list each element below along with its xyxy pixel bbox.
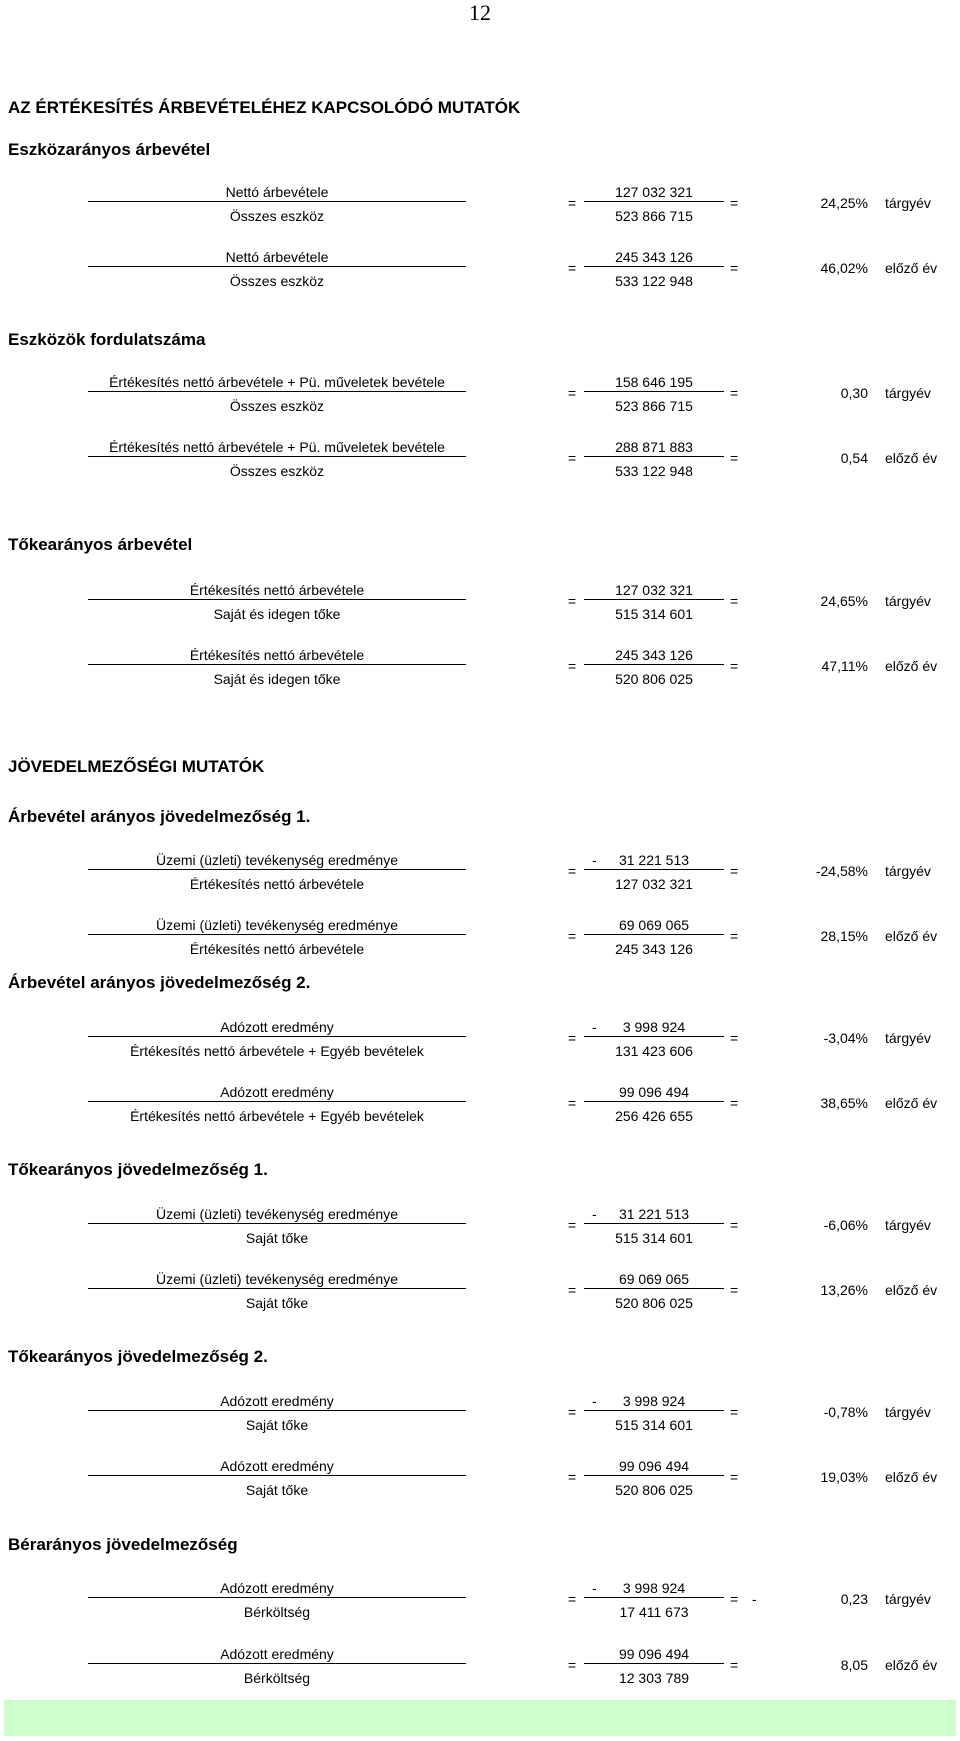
denominator-value: 515 314 601: [615, 1230, 693, 1246]
denominator-value: 256 426 655: [615, 1108, 693, 1124]
section-title: Tőkearányos jövedelmezőség 1.: [8, 1160, 268, 1179]
denominator-value: 515 314 601: [615, 606, 693, 622]
fraction-line: [584, 1597, 724, 1598]
fraction-line: [88, 1475, 466, 1476]
fraction-line: [584, 1036, 724, 1037]
denominator-value: 131 423 606: [615, 1043, 693, 1059]
formula-row: [0, 1454, 960, 1502]
period-label: előző év: [885, 1282, 938, 1298]
result-value: 47,11%: [821, 658, 868, 674]
equals-sign: =: [730, 1657, 739, 1673]
fraction-line: [88, 456, 466, 457]
numerator-value: 127 032 321: [615, 582, 693, 598]
result-value: 24,25%: [820, 195, 868, 211]
formula-row: [0, 848, 960, 896]
fraction-line: [88, 1223, 466, 1224]
equals-sign: =: [730, 1282, 739, 1298]
fraction-line: [584, 664, 724, 665]
denominator-value: 523 866 715: [615, 398, 693, 414]
fraction-line: [584, 201, 724, 202]
fraction-line: [584, 1223, 724, 1224]
period-label: tárgyév: [885, 385, 931, 401]
fraction-line: [88, 934, 466, 935]
equals-sign: =: [730, 1469, 739, 1485]
fraction-line: [584, 391, 724, 392]
numerator-value: 3 998 924: [622, 1580, 686, 1596]
result-value: -6,06%: [823, 1217, 868, 1233]
numerator-value: 99 096 494: [618, 1084, 690, 1100]
minus-sign: -: [592, 1206, 597, 1222]
period-label: előző év: [885, 1469, 938, 1485]
denominator-label: Saját tőke: [245, 1230, 309, 1246]
section-title: Eszközök fordulatszáma: [8, 330, 206, 349]
formula-row: [0, 1202, 960, 1250]
equals-sign: =: [568, 1282, 577, 1298]
fraction-line: [88, 201, 466, 202]
denominator-value: 523 866 715: [615, 208, 693, 224]
formula-row: [0, 435, 960, 483]
denominator-value: 533 122 948: [615, 463, 693, 479]
result-value: 13,26%: [820, 1282, 868, 1298]
numerator-value: 288 871 883: [615, 439, 693, 455]
equals-sign: =: [730, 260, 739, 276]
denominator-label: Értékesítés nettó árbevétele: [189, 876, 365, 892]
numerator-value: 158 646 195: [615, 374, 693, 390]
equals-sign: =: [568, 1095, 577, 1111]
period-label: előző év: [885, 928, 938, 944]
minus-sign: -: [592, 1580, 597, 1596]
section-title-main: JÖVEDELMEZŐSÉGI MUTATÓK: [8, 757, 265, 776]
equals-sign: =: [568, 260, 577, 276]
result-value: -0,78%: [823, 1404, 868, 1420]
denominator-label: Értékesítés nettó árbevétele + Egyéb bevételek: [130, 1108, 424, 1124]
section-title: Árbevétel arányos jövedelmezőség 1.: [8, 807, 311, 826]
numerator-value: 69 069 065: [618, 1271, 690, 1287]
period-label: tárgyév: [885, 593, 931, 609]
equals-sign: =: [730, 1030, 739, 1046]
equals-sign: =: [730, 1217, 739, 1233]
fraction-line: [88, 599, 466, 600]
section-title: Árbevétel arányos jövedelmezőség 2.: [8, 973, 311, 992]
equals-sign: =: [730, 385, 739, 401]
period-label: előző év: [885, 450, 938, 466]
denominator-label: Saját tőke: [245, 1482, 309, 1498]
fraction-line: [88, 869, 466, 870]
equals-sign: =: [730, 863, 739, 879]
equals-sign: =: [730, 1591, 739, 1607]
equals-sign: =: [730, 658, 739, 674]
numerator-label: Üzemi (üzleti) tevékenység eredménye: [156, 1206, 398, 1222]
section-title: Tőkearányos árbevétel: [8, 535, 193, 554]
equals-sign: =: [568, 593, 577, 609]
numerator-label: Üzemi (üzleti) tevékenység eredménye: [156, 852, 398, 868]
result-value: 0,23: [840, 1591, 868, 1607]
period-label: előző év: [885, 658, 938, 674]
numerator-value: 99 096 494: [618, 1458, 690, 1474]
numerator-value: 31 221 513: [618, 852, 690, 868]
period-label: tárgyév: [885, 195, 931, 211]
period-label: előző év: [885, 260, 938, 276]
numerator-value: 31 221 513: [618, 1206, 690, 1222]
result-value: 0,54: [840, 450, 868, 466]
minus-sign: -: [592, 1019, 597, 1035]
equals-sign: =: [568, 1591, 577, 1607]
denominator-label: Saját tőke: [245, 1295, 309, 1311]
equals-sign: =: [568, 658, 577, 674]
numerator-label: Értékesítés nettó árbevétele: [189, 582, 365, 598]
formula-row: [0, 1015, 960, 1063]
section-title: Bérarányos jövedelmezőség: [8, 1535, 238, 1554]
fraction-line: [88, 391, 466, 392]
numerator-label: Üzemi (üzleti) tevékenység eredménye: [156, 917, 398, 933]
equals-sign: =: [568, 1469, 577, 1485]
minus-sign: -: [592, 1393, 597, 1409]
numerator-value: 69 069 065: [618, 917, 690, 933]
result-value: 0,30: [840, 385, 868, 401]
period-label: tárgyév: [885, 1404, 931, 1420]
fraction-line: [584, 599, 724, 600]
formula-row: [0, 1576, 960, 1624]
fraction-line: [88, 664, 466, 665]
fraction-line: [584, 1410, 724, 1411]
denominator-value: 520 806 025: [615, 1482, 693, 1498]
main-title: AZ ÉRTÉKESÍTÉS ÁRBEVÉTELÉHEZ KAPCSOLÓDÓ MUTATÓK: [8, 98, 521, 117]
period-label: előző év: [885, 1657, 938, 1673]
section-title: Eszközarányos árbevétel: [8, 140, 211, 159]
equals-sign: =: [568, 1404, 577, 1420]
denominator-value: 520 806 025: [615, 671, 693, 687]
denominator-value: 520 806 025: [615, 1295, 693, 1311]
formula-row: [0, 370, 960, 418]
formula-row: [0, 245, 960, 293]
minus-sign: -: [752, 1591, 757, 1607]
denominator-label: Bérköltség: [243, 1670, 311, 1686]
equals-sign: =: [730, 195, 739, 211]
equals-sign: =: [568, 1217, 577, 1233]
denominator-label: Saját tőke: [245, 1417, 309, 1433]
fraction-line: [88, 266, 466, 267]
numerator-value: 127 032 321: [615, 184, 693, 200]
numerator-label: Nettó árbevétele: [225, 184, 329, 200]
numerator-label: Adózott eredmény: [220, 1019, 334, 1035]
numerator-label: Nettó árbevétele: [225, 249, 329, 265]
formula-row: [0, 1389, 960, 1437]
period-label: tárgyév: [885, 863, 931, 879]
denominator-value: 17 411 673: [619, 1604, 689, 1620]
equals-sign: =: [568, 195, 577, 211]
numerator-label: Üzemi (üzleti) tevékenység eredménye: [156, 1271, 398, 1287]
numerator-label: Adózott eredmény: [220, 1580, 334, 1596]
numerator-value: 245 343 126: [615, 647, 693, 663]
numerator-value: 245 343 126: [615, 249, 693, 265]
fraction-line: [584, 1101, 724, 1102]
period-label: tárgyév: [885, 1030, 931, 1046]
equals-sign: =: [568, 1657, 577, 1673]
denominator-value: 533 122 948: [615, 273, 693, 289]
denominator-label: Összes eszköz: [229, 463, 325, 479]
numerator-label: Értékesítés nettó árbevétele + Pü. műveletek bevétele: [109, 439, 445, 455]
period-label: előző év: [885, 1095, 938, 1111]
footer-band: [4, 1700, 956, 1736]
denominator-label: Összes eszköz: [229, 208, 325, 224]
numerator-label: Adózott eredmény: [220, 1084, 334, 1100]
equals-sign: =: [730, 928, 739, 944]
numerator-label: Értékesítés nettó árbevétele: [189, 647, 365, 663]
result-value: 24,65%: [820, 593, 868, 609]
denominator-label: Értékesítés nettó árbevétele: [189, 941, 365, 957]
denominator-label: Értékesítés nettó árbevétele + Egyéb bevételek: [130, 1043, 424, 1059]
fraction-line: [584, 1663, 724, 1664]
fraction-line: [584, 934, 724, 935]
equals-sign: =: [730, 450, 739, 466]
fraction-line: [88, 1597, 466, 1598]
denominator-label: Összes eszköz: [229, 273, 325, 289]
fraction-line: [584, 266, 724, 267]
numerator-label: Értékesítés nettó árbevétele + Pü. műveletek bevétele: [109, 374, 445, 390]
fraction-line: [88, 1410, 466, 1411]
numerator-label: Adózott eredmény: [220, 1646, 334, 1662]
denominator-label: Saját és idegen tőke: [213, 606, 341, 622]
equals-sign: =: [730, 1095, 739, 1111]
fraction-line: [584, 1475, 724, 1476]
fraction-line: [88, 1101, 466, 1102]
section-title: Tőkearányos jövedelmezőség 2.: [8, 1347, 268, 1366]
period-label: tárgyév: [885, 1591, 931, 1607]
result-value: 19,03%: [820, 1469, 868, 1485]
fraction-line: [88, 1288, 466, 1289]
denominator-label: Saját és idegen tőke: [213, 671, 341, 687]
formula-row: [0, 913, 960, 961]
result-value: -3,04%: [823, 1030, 868, 1046]
numerator-value: 3 998 924: [622, 1019, 686, 1035]
equals-sign: =: [730, 593, 739, 609]
fraction-line: [584, 869, 724, 870]
equals-sign: =: [568, 928, 577, 944]
minus-sign: -: [592, 852, 597, 868]
denominator-value: 245 343 126: [615, 941, 693, 957]
fraction-line: [88, 1663, 466, 1664]
denominator-value: 12 303 789: [618, 1670, 690, 1686]
equals-sign: =: [730, 1404, 739, 1420]
denominator-value: 515 314 601: [615, 1417, 693, 1433]
equals-sign: =: [568, 450, 577, 466]
result-value: 46,02%: [820, 260, 868, 276]
equals-sign: =: [568, 863, 577, 879]
formula-row: [0, 578, 960, 626]
fraction-line: [584, 456, 724, 457]
numerator-label: Adózott eredmény: [220, 1458, 334, 1474]
formula-row: [0, 643, 960, 691]
numerator-value: 3 998 924: [622, 1393, 686, 1409]
formula-row: [0, 1642, 960, 1690]
formula-row: [0, 1267, 960, 1315]
result-value: 38,65%: [820, 1095, 868, 1111]
page-number: 12: [469, 0, 491, 25]
formula-row: [0, 1080, 960, 1128]
result-value: 28,15%: [820, 928, 868, 944]
equals-sign: =: [568, 385, 577, 401]
fraction-line: [584, 1288, 724, 1289]
numerator-value: 99 096 494: [618, 1646, 690, 1662]
denominator-label: Összes eszköz: [229, 398, 325, 414]
numerator-label: Adózott eredmény: [220, 1393, 334, 1409]
result-value: 8,05: [840, 1657, 868, 1673]
period-label: tárgyév: [885, 1217, 931, 1233]
equals-sign: =: [568, 1030, 577, 1046]
denominator-value: 127 032 321: [615, 876, 693, 892]
fraction-line: [88, 1036, 466, 1037]
result-value: -24,58%: [815, 863, 868, 879]
denominator-label: Bérköltség: [243, 1604, 311, 1620]
formula-row: [0, 180, 960, 228]
